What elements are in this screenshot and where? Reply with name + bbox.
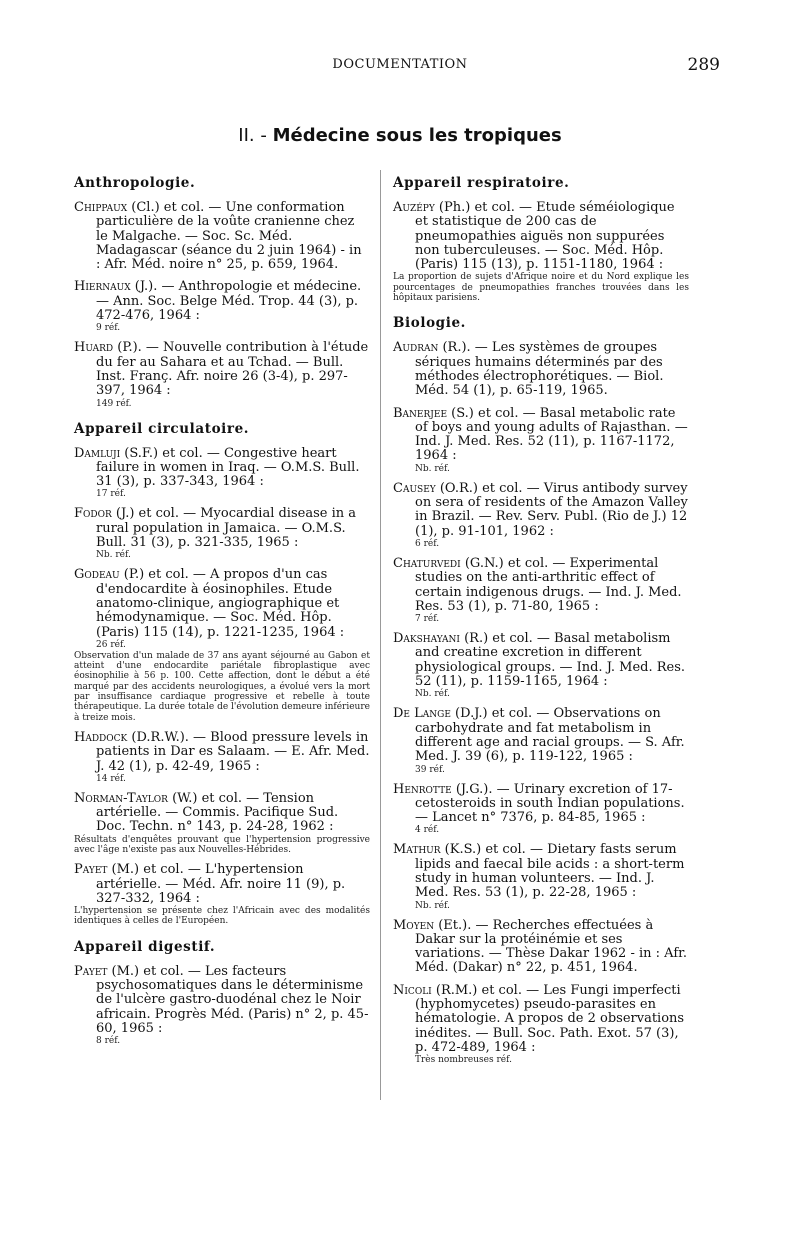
citation [74, 507, 370, 550]
author-name: Norman-Taylor [74, 790, 168, 806]
author-name: Dakshayani [393, 631, 460, 647]
citation-details: (D.J.) et col. — Observations on carbohydrate and fat metabolism in different age and racial groups. — S. Afr. Med. J. 39 (6), p. 119-122, 1965 : [415, 706, 685, 765]
author-name: Auzépy [393, 200, 435, 215]
abstract-note: Observation d'un malade de 37 ans ayant séjourné au Gabon et atteint d'une endocardite pariétale fibroplastique avec éosinophilie à 56 p. 100. Cette affection, dont le début a été marqué par des accidents neurologiques, a évolué vers la mort par insuffisance cardiaque progressive et rebelle à toute thérapeutique. La durée totale de l'évolution demeure inférieure à treize mois. [74, 650, 370, 723]
bibliography-entry [393, 707, 689, 774]
reference-count: Nb. réf. [415, 900, 450, 911]
author-name: Moyen [393, 917, 435, 933]
reference-count: 8 réf. [96, 1036, 121, 1047]
citation [74, 201, 370, 272]
author-name: Henrotte [393, 781, 452, 797]
citation [393, 843, 689, 900]
citation-details: (R.M.) et col. — Les Fungi imperfecti (hyphomycetes) pseudo-parasites en hématologie. A propos de 2 observations inédites. — Bull. Soc. Path. Exot. 57 (3), p. 472-489, 1964 : [415, 982, 685, 1055]
citation [393, 341, 689, 398]
subsection-heading: Biologie. [393, 315, 466, 332]
reference-count: 26 réf. [96, 639, 126, 650]
citation-details: (M.) et col. — Les facteurs psychosomatiques dans le déterminisme de l'ulcère gastro-duodénal chez le Noir africain. Progrès Méd. (Paris) n° 2, p. 45-60, 1965 : [96, 963, 369, 1036]
reference-count: 149 réf. [96, 398, 132, 409]
citation-details: (D.R.W.). — Blood pressure levels in patients in Dar es Salaam. — E. Afr. Med. J. 42 (1), p. 42-49, 1965 : [96, 729, 370, 774]
bibliography-entry [74, 341, 370, 408]
reference-count: Nb. réf. [415, 463, 450, 474]
citation-details: (R.) et col. — Basal metabolism and creatine excretion in different physiological groups. — Ind. J. Med. Res. 52 (11), p. 1159-1165, 1964 : [415, 631, 686, 690]
citation-details: (Ph.) et col. — Etude séméiologique et statistique de 200 cas de pneumopathies aiguës non suppurées non tuberculeuses. — Soc. Méd. Hôp. (Paris) 115 (13), p. 1151-1180, 1964 : [415, 200, 675, 273]
citation-details: (G.N.) et col. — Experimental studies on the anti-arthritic effect of certain indigenous drugs. — Ind. J. Med. Res. 53 (1), p. 71-80, 1965 : [415, 555, 682, 614]
citation [393, 783, 689, 826]
bibliography-entry [393, 632, 689, 699]
bibliography-entry [393, 783, 689, 836]
citation [74, 731, 370, 774]
citation-details: (J.). — Anthropologie et médecine. — Ann. Soc. Belge Méd. Trop. 44 (3), p. 472-476, 1964 : [96, 279, 362, 324]
bibliography-entry [74, 568, 370, 723]
author-name: Audran [393, 340, 439, 356]
bibliography-entry [74, 201, 370, 272]
right-column [393, 163, 689, 1073]
citation [393, 201, 689, 272]
bibliography-entry [74, 863, 370, 926]
abstract-note: L'hypertension se présente chez l'Africain avec des modalités identiques à celles de l'Européen. [74, 906, 370, 927]
citation [74, 447, 370, 490]
reference-count: 14 réf. [96, 773, 126, 784]
author-name: Chippaux [74, 200, 128, 215]
citation-details: (P.). — Nouvelle contribution à l'étude du fer au Sahara et au Tchad. — Bull. Inst. Franç. Afr. noire 26 (3-4), p. 297-397, 1964 : [96, 340, 369, 399]
bibliography-entry [74, 965, 370, 1046]
reference-count: Très nombreuses réf. [415, 1055, 512, 1066]
citation-details: (Cl.) et col. — Une conformation particulière de la voûte cranienne chez le Malgache. — Soc. Sc. Méd. Madagascar (séance du 2 juin 1964) - in : Afr. Méd. noire n° 25, p. 659, 1964. [96, 200, 362, 273]
bibliography-entry [393, 201, 689, 303]
citation-details: (K.S.) et col. — Dietary fasts serum lipids and faecal bile acids : a short-term study in human volunteers. — Ind. J. Med. Res. 53 (1), p. 22-28, 1965 : [415, 842, 685, 901]
bibliography-entry [393, 482, 689, 549]
citation [393, 707, 689, 764]
bibliography-entry [74, 280, 370, 333]
author-name: Godeau [74, 567, 120, 583]
citation [393, 482, 689, 539]
subsection-heading: Appareil digestif. [74, 938, 216, 955]
author-name: Payet [74, 963, 108, 979]
author-name: Banerjee [393, 405, 448, 421]
citation-details: (W.) et col. — Tension artérielle. — Commis. Pacifique Sud. Doc. Techn. n° 143, p. 24-28, 1962 : [96, 790, 339, 835]
citation-details: (P.) et col. — A propos d'un cas d'endocardite à éosinophiles. Etude anatomo-clinique, angiographique et hémodynamique. — Soc. Méd. Hôp. (Paris) 115 (14), p. 1221-1235, 1964 : [96, 567, 345, 640]
citation [393, 984, 689, 1055]
bibliography-entry [74, 731, 370, 784]
section-heading: Médecine sous les tropiques [272, 125, 562, 146]
author-name: Fodor [74, 506, 112, 522]
author-name: Payet [74, 862, 108, 878]
citation [393, 919, 689, 976]
author-name: Haddock [74, 729, 128, 745]
subsection-heading: Anthropologie. [74, 175, 196, 191]
bibliography-entry [393, 984, 689, 1065]
reference-count: 6 réf. [415, 538, 440, 549]
bibliography-entry [393, 919, 689, 976]
bibliography-entry [74, 507, 370, 560]
section-title [0, 125, 800, 146]
page-header [80, 57, 720, 81]
reference-count: Nb. réf. [96, 550, 131, 561]
bibliography-entry [393, 341, 689, 398]
author-name: Causey [393, 480, 436, 496]
author-name: Damluji [74, 445, 121, 461]
citation [74, 965, 370, 1036]
reference-count: 39 réf. [415, 764, 445, 775]
author-name: Hiernaux [74, 279, 131, 295]
reference-count: 7 réf. [415, 614, 440, 625]
reference-count: Nb. réf. [415, 689, 450, 700]
reference-count: 9 réf. [96, 323, 121, 334]
citation-details: (J.G.). — Urinary excretion of 17-cetosteroids in south Indian populations. — Lancet n° 7376, p. 84-85, 1965 : [415, 781, 685, 826]
citation-details: (Et.). — Recherches effectuées à Dakar sur la protéinémie et ses variations. — Thèse Dakar 1962 - in : Afr. Méd. (Dakar) n° 22, p. 451, 1964. [415, 917, 688, 976]
reference-count: 4 réf. [415, 825, 440, 836]
citation-details: (J.) et col. — Myocardial disease in a rural population in Jamaica. — O.M.S. Bull. 31 (3), p. 321-335, 1965 : [96, 506, 356, 551]
author-name: Chaturvedi [393, 555, 461, 571]
abstract-note: La proportion de sujets d'Afrique noire et du Nord explique les pourcentages de pneumopathies franches trouvées dans les hôpitaux parisiens. [393, 272, 689, 304]
bibliography-entry [74, 792, 370, 855]
reference-count: 17 réf. [96, 489, 126, 500]
author-name: Nicoli [393, 982, 432, 998]
author-name: De Lange [393, 706, 451, 722]
bibliography-entry [393, 407, 689, 474]
citation [74, 792, 370, 835]
citation [393, 557, 689, 614]
author-name: Huard [74, 340, 114, 356]
subsection-heading: Appareil respiratoire. [393, 175, 570, 191]
left-column [74, 163, 370, 1054]
bibliography-entry [393, 557, 689, 624]
citation [74, 341, 370, 398]
citation-details: (O.R.) et col. — Virus antibody survey on sera of residents of the Amazon Valley in Brazil. — Rev. Serv. Publ. (Rio de J.) 12 (1), p. 91-101, 1962 : [415, 480, 688, 539]
citation-details: (R.). — Les systèmes de groupes sériques humains déterminés par des méthodes électrophorétiques. — Biol. Méd. 54 (1), p. 65-119, 1965. [415, 340, 664, 399]
subsection-heading: Appareil circulatoire. [74, 420, 250, 437]
citation [74, 568, 370, 639]
abstract-note: Résultats d'enquêtes prouvant que l'hypertension progressive avec l'âge n'existe pas aux Nouvelles-Hébrides. [74, 834, 370, 855]
column-divider [380, 170, 381, 1100]
page-number: 289 [687, 55, 720, 75]
running-head: DOCUMENTATION [332, 57, 468, 72]
bibliography-entry [74, 447, 370, 500]
citation [393, 407, 689, 464]
citation-details: (S.) et col. — Basal metabolic rate of boys and young adults of Rajasthan. — Ind. J. Med. Res. 52 (11), p. 1167-1172, 1964 : [415, 405, 688, 464]
citation [393, 632, 689, 689]
citation-details: (S.F.) et col. — Congestive heart failure in women in Iraq. — O.M.S. Bull. 31 (3), p. 337-343, 1964 : [96, 445, 360, 490]
bibliography-entry [393, 843, 689, 910]
section-number: II. - [238, 125, 267, 146]
citation [74, 280, 370, 323]
citation-details: (M.) et col. — L'hypertension artérielle. — Méd. Afr. noire 11 (9), p. 327-332, 1964 : [96, 862, 346, 906]
citation [74, 863, 370, 906]
author-name: Mathur [393, 842, 441, 858]
